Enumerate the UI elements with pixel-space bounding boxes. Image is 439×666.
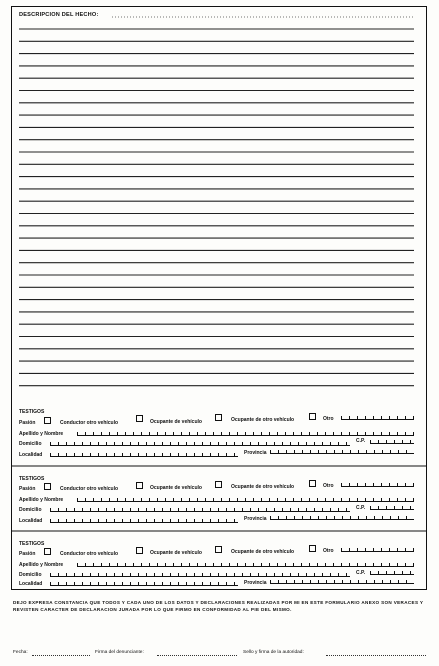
ocupante-label: Ocupante de vehículo bbox=[150, 550, 202, 556]
apellido-label: Apellido y Nombre bbox=[19, 562, 64, 568]
apellido-label: Apellido y Nombre bbox=[19, 431, 64, 437]
pasion-label: Pasión bbox=[19, 551, 36, 557]
localidad-label: Localidad bbox=[19, 581, 43, 587]
otro-label: Otro bbox=[323, 548, 334, 554]
domicilio-field[interactable] bbox=[50, 506, 350, 512]
sello-field[interactable] bbox=[326, 655, 426, 656]
pasion-checkbox[interactable] bbox=[44, 483, 51, 490]
ocupante-label: Ocupante de vehículo bbox=[150, 419, 202, 425]
conductor-checkbox[interactable] bbox=[136, 482, 143, 489]
localidad-label: Localidad bbox=[19, 452, 43, 458]
sello-label: Sello y firma de la autoridad: bbox=[243, 650, 304, 655]
domicilio-label: Domicilio bbox=[19, 572, 42, 578]
apellido-field[interactable] bbox=[77, 496, 414, 502]
cp-field[interactable] bbox=[370, 569, 414, 575]
cp-label: C.P. bbox=[356, 570, 366, 576]
pasion-checkbox[interactable] bbox=[44, 548, 51, 555]
ocupante-otro-checkbox[interactable] bbox=[309, 413, 316, 420]
domicilio-label: Domicilio bbox=[19, 441, 42, 447]
otro-field[interactable] bbox=[341, 546, 414, 552]
apellido-field[interactable] bbox=[77, 561, 414, 567]
provincia-field[interactable] bbox=[270, 578, 414, 584]
localidad-field[interactable] bbox=[50, 517, 238, 523]
description-label: DESCRIPCION DEL HECHO: bbox=[19, 12, 99, 18]
provincia-label: Provincia bbox=[244, 516, 267, 522]
conductor-checkbox[interactable] bbox=[136, 547, 143, 554]
witness-title: TESTIGOS bbox=[19, 409, 45, 415]
cp-field[interactable] bbox=[370, 504, 414, 510]
ocupante-otro-label: Ocupante de otro vehículo bbox=[231, 484, 295, 490]
pasion-checkbox[interactable] bbox=[44, 417, 51, 424]
ocupante-otro-checkbox[interactable] bbox=[309, 480, 316, 487]
ocupante-otro-label: Ocupante de otro vehículo bbox=[231, 417, 295, 423]
ocupante-checkbox[interactable] bbox=[215, 481, 222, 488]
otro-label: Otro bbox=[323, 483, 334, 489]
ocupante-checkbox[interactable] bbox=[215, 546, 222, 553]
provincia-field[interactable] bbox=[270, 514, 414, 520]
witness-title: TESTIGOS bbox=[19, 541, 45, 547]
apellido-label: Apellido y Nombre bbox=[19, 497, 64, 503]
provincia-label: Provincia bbox=[244, 580, 267, 586]
provincia-field[interactable] bbox=[270, 448, 414, 454]
ocupante-otro-checkbox[interactable] bbox=[309, 545, 316, 552]
conductor-label: Conductor otro vehículo bbox=[60, 420, 119, 426]
otro-label: Otro bbox=[323, 416, 334, 422]
fecha-label: Fecha: bbox=[13, 650, 28, 655]
domicilio-field[interactable] bbox=[50, 440, 350, 446]
conductor-label: Conductor otro vehículo bbox=[60, 486, 119, 492]
provincia-label: Provincia bbox=[244, 450, 267, 456]
localidad-label: Localidad bbox=[19, 518, 43, 524]
conductor-label: Conductor otro vehículo bbox=[60, 551, 119, 557]
apellido-field[interactable] bbox=[77, 430, 414, 436]
domicilio-label: Domicilio bbox=[19, 507, 42, 513]
cp-label: C.P. bbox=[356, 438, 366, 444]
firma-field[interactable] bbox=[157, 655, 237, 656]
declaration-text: DEJO EXPRESA CONSTANCIA QUE TODOS Y CADA UNO DE LOS DATOS Y DECLARACIONES REALIZADAS POR MI EN ESTE FORMULARIO ANEXO SON VERACES Y REVISTEN CARACTER DE DECLARACION JURADA POR LO QUE FIRMO EN CONFORMIDAD AL PIE DEL MISMO. bbox=[13, 600, 424, 612]
ocupante-otro-label: Ocupante de otro vehículo bbox=[231, 549, 295, 555]
cp-label: C.P. bbox=[356, 505, 366, 511]
witness-title: TESTIGOS bbox=[19, 476, 45, 482]
domicilio-field[interactable] bbox=[50, 571, 350, 577]
ocupante-checkbox[interactable] bbox=[215, 414, 222, 421]
firma-label: Firma del denunciante: bbox=[95, 650, 144, 655]
otro-field[interactable] bbox=[341, 414, 414, 420]
conductor-checkbox[interactable] bbox=[136, 415, 143, 422]
pasion-label: Pasión bbox=[19, 486, 36, 492]
localidad-field[interactable] bbox=[50, 580, 238, 586]
ocupante-label: Ocupante de vehículo bbox=[150, 485, 202, 491]
cp-field[interactable] bbox=[370, 438, 414, 444]
localidad-field[interactable] bbox=[50, 451, 238, 457]
fecha-field[interactable] bbox=[32, 655, 90, 656]
pasion-label: Pasión bbox=[19, 420, 36, 426]
otro-field[interactable] bbox=[341, 481, 414, 487]
